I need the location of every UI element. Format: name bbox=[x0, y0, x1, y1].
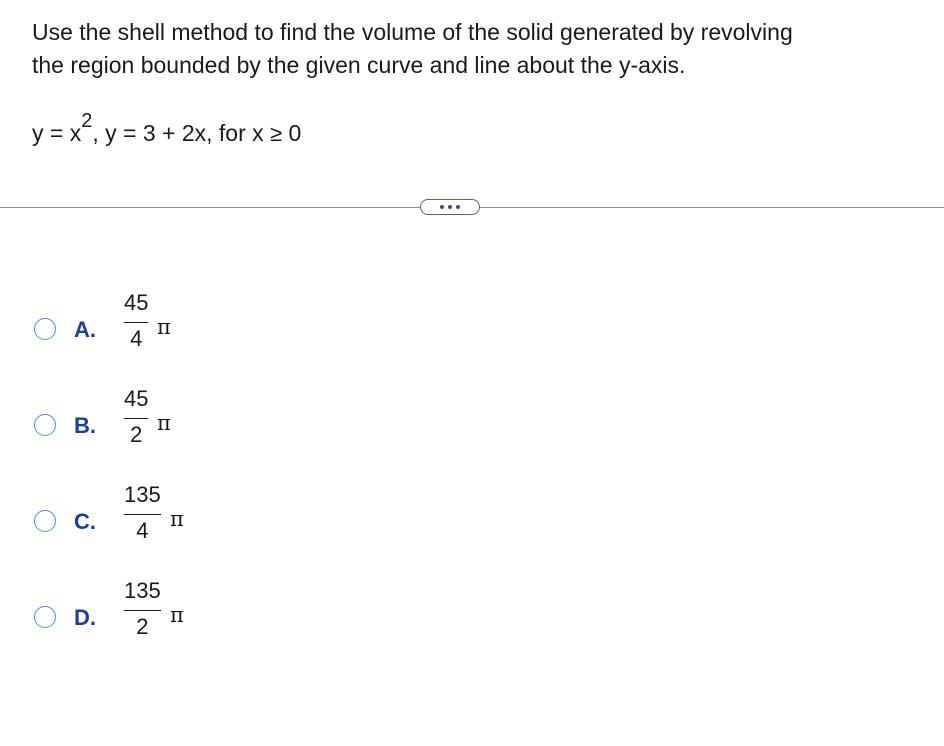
numerator-d: 135 bbox=[124, 578, 161, 603]
fraction-bar-a bbox=[124, 322, 148, 323]
question-line-2: the region bounded by the given curve and line about the y-axis. bbox=[32, 52, 686, 78]
numerator-b: 45 bbox=[124, 386, 149, 411]
radio-button-d[interactable] bbox=[34, 606, 56, 628]
answer-option-d[interactable] bbox=[34, 578, 274, 648]
numerator-a: 45 bbox=[124, 290, 149, 315]
denominator-a: 4 bbox=[130, 326, 143, 351]
fraction-b bbox=[124, 386, 148, 447]
pi-symbol-d: π bbox=[170, 603, 184, 627]
option-letter-c: C. bbox=[74, 509, 96, 534]
equation-exponent: 2 bbox=[81, 110, 93, 132]
denominator-c: 4 bbox=[136, 518, 149, 543]
answer-option-a[interactable] bbox=[34, 290, 274, 360]
fraction-c bbox=[124, 482, 161, 543]
pi-symbol-c: π bbox=[170, 507, 184, 531]
fraction-d bbox=[124, 578, 161, 639]
ellipsis-icon-dot bbox=[440, 205, 444, 209]
equation-part-1: y = x bbox=[32, 120, 82, 146]
equation-part-3: 0 bbox=[282, 120, 302, 146]
option-letter-b: B. bbox=[74, 413, 96, 438]
fraction-bar-b bbox=[124, 418, 148, 419]
ellipsis-icon-dot bbox=[448, 205, 452, 209]
equation-part-2: , y = 3 + 2x, for x bbox=[92, 120, 271, 146]
denominator-d: 2 bbox=[136, 614, 149, 639]
option-letter-d: D. bbox=[74, 605, 96, 630]
fraction-bar-c bbox=[124, 514, 161, 515]
greater-equal-symbol: ≥ bbox=[270, 121, 283, 146]
radio-button-c[interactable] bbox=[34, 510, 56, 532]
ellipsis-icon-dot bbox=[456, 205, 460, 209]
answer-option-b[interactable] bbox=[34, 386, 274, 456]
numerator-c: 135 bbox=[124, 482, 161, 507]
denominator-b: 2 bbox=[130, 422, 143, 447]
expand-more-button[interactable] bbox=[420, 199, 480, 215]
pi-symbol-a: π bbox=[157, 315, 171, 339]
radio-button-b[interactable] bbox=[34, 414, 56, 436]
fraction-a bbox=[124, 290, 148, 351]
fraction-bar-d bbox=[124, 610, 161, 611]
given-equations bbox=[32, 110, 302, 150]
radio-button-a[interactable] bbox=[34, 318, 56, 340]
answer-option-c[interactable] bbox=[34, 482, 274, 552]
pi-symbol-b: π bbox=[157, 411, 171, 435]
question-text bbox=[32, 16, 912, 82]
option-letter-a: A. bbox=[74, 317, 96, 342]
question-line-1: Use the shell method to find the volume of the solid generated by revolving bbox=[32, 19, 793, 45]
